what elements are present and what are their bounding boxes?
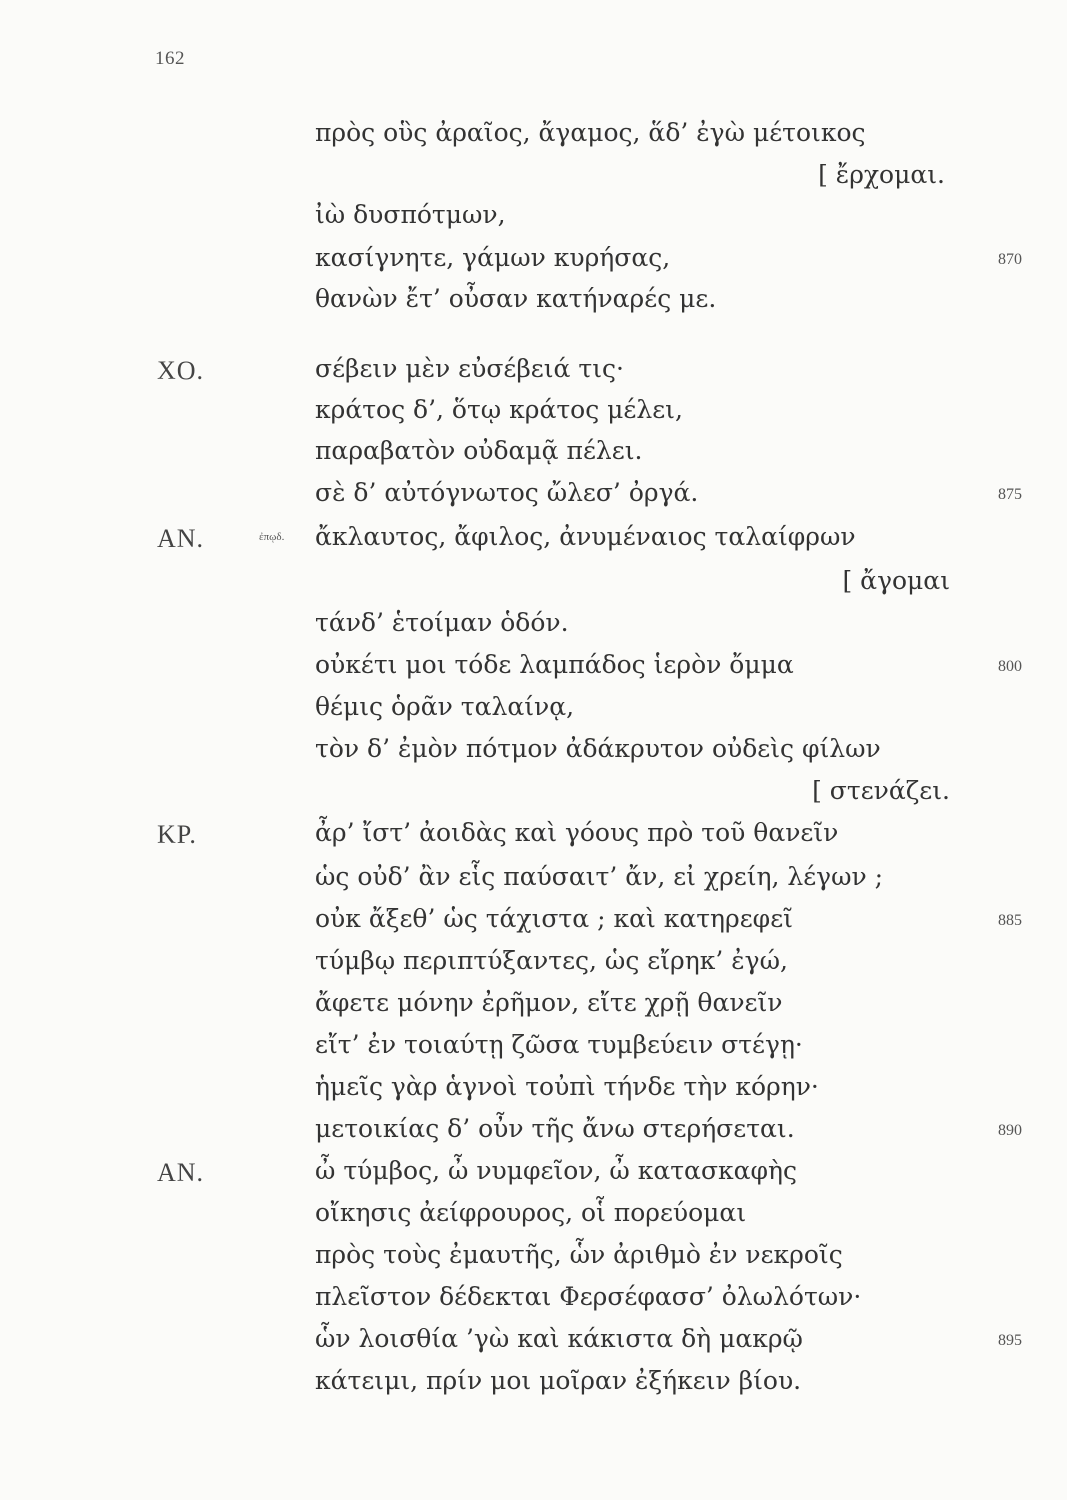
verse-text-line: ἆρ’ ἴστ’ ἀοιδὰς καὶ γόους πρὸ τοῦ θανεῖν	[315, 818, 839, 847]
verse-text-line: σὲ δ’ αὐτόγνωτος ὤλεσ’ ὀργά.	[315, 478, 699, 507]
line-number: 890	[998, 1122, 1022, 1139]
verse-text-line: πρὸς οὓς ἀραῖος, ἄγαμος, ἅδ’ ἐγὼ μέτοικος	[315, 118, 866, 147]
verse-line	[0, 1030, 1067, 1070]
verse-text-line: κάτειμι, πρίν μοι μοῖραν ἐξήκειν βίου.	[315, 1366, 802, 1395]
verse-line	[0, 734, 1067, 774]
verse-text-line: τύμβῳ περιπτύξαντες, ὡς εἴρηκ’ ἐγώ,	[315, 946, 788, 975]
verse-text-line: εἴτ’ ἐν τοιαύτῃ ζῶσα τυμβεύειν στέγῃ·	[315, 1030, 803, 1059]
verse-text-line: οἴκησις ἀείφρουρος, οἷ πορεύομαι	[315, 1198, 747, 1227]
verse-line	[0, 284, 1067, 324]
meter-label: ἐπῳδ.	[259, 531, 285, 543]
verse-text-line: θανὼν ἔτ’ οὖσαν κατήναρές με.	[315, 284, 717, 313]
verse-line	[0, 862, 1067, 902]
verse-line	[0, 692, 1067, 732]
verse-line	[0, 478, 1067, 518]
verse-text-line: θέμις ὁρᾶν ταλαίνᾳ,	[315, 692, 575, 721]
verse-line	[0, 1324, 1067, 1364]
verse-text-line: ἄφετε μόνην ἐρῆμον, εἴτε χρῇ θανεῖν	[315, 988, 783, 1017]
verse-line	[0, 1156, 1067, 1196]
verse-line	[0, 904, 1067, 944]
verse-line	[0, 650, 1067, 690]
page-number: 162	[155, 48, 185, 69]
verse-line	[0, 522, 1067, 562]
verse-line	[0, 200, 1067, 240]
verse-line	[0, 1282, 1067, 1322]
verse-text-line: τὸν δ’ ἐμὸν πότμον ἀδάκρυτον οὐδεὶς φίλων	[315, 734, 881, 763]
verse-continuation: [ ἄγομαι	[842, 566, 950, 595]
verse-line	[0, 436, 1067, 476]
verse-text-line: πλεῖστον δέδεκται Φερσέφασσ’ ὀλωλότων·	[315, 1282, 862, 1311]
verse-text-line: ἡμεῖς γὰρ ἁγνοὶ τοὐπὶ τήνδε τὴν κόρην·	[315, 1072, 819, 1101]
verse-text-line: μετοικίας δ’ οὖν τῆς ἄνω στερήσεται.	[315, 1114, 795, 1143]
verse-line	[0, 566, 1067, 606]
verse-line	[0, 354, 1067, 394]
verse-text-line: κράτος δ’, ὅτῳ κράτος μέλει,	[315, 395, 683, 424]
verse-text-line: ὧν λοισθία ’γὼ καὶ κάκιστα δὴ μακρῷ	[315, 1324, 803, 1353]
verse-text-line: ἄκλαυτος, ἄφιλος, ἀνυμέναιος ταλαίφρων	[315, 522, 856, 551]
verse-text-line: οὐκέτι μοι τόδε λαμπάδος ἱερὸν ὄμμα	[315, 650, 794, 679]
verse-line	[0, 160, 1067, 200]
verse-line	[0, 608, 1067, 648]
verse-line	[0, 395, 1067, 435]
verse-line	[0, 1072, 1067, 1112]
line-number: 895	[998, 1332, 1022, 1349]
verse-line	[0, 1240, 1067, 1280]
verse-line	[0, 1198, 1067, 1238]
verse-line	[0, 988, 1067, 1028]
speaker-label: ΚΡ.	[157, 820, 197, 849]
verse-text-line: παραβατὸν οὐδαμᾷ πέλει.	[315, 436, 643, 465]
line-number: 885	[998, 912, 1022, 929]
speaker-label: ΑΝ.	[157, 524, 205, 553]
verse-continuation: [ στενάζει.	[812, 776, 950, 805]
verse-line	[0, 946, 1067, 986]
verse-text-line: πρὸς τοὺς ἐμαυτῆς, ὧν ἀριθμὸ ἐν νεκροῖς	[315, 1240, 843, 1269]
verse-text-line: ἰὼ δυσπότμων,	[315, 200, 506, 229]
verse-text-line: σέβειν μὲν εὐσέβειά τις·	[315, 354, 624, 383]
verse-line	[0, 243, 1067, 283]
verse-line	[0, 776, 1067, 816]
verse-line	[0, 118, 1067, 158]
verse-text-line: τάνδ’ ἑτοίμαν ὁδόν.	[315, 608, 569, 637]
speaker-label: ΧΟ.	[157, 356, 205, 385]
verse-text-line: κασίγνητε, γάμων κυρήσας,	[315, 243, 671, 272]
line-number: 875	[998, 486, 1022, 503]
verse-text-line: ὡς οὐδ’ ἂν εἷς παύσαιτ’ ἄν, εἰ χρείη, λέγων ;	[315, 862, 884, 891]
verse-line	[0, 818, 1067, 858]
speaker-label: ΑΝ.	[157, 1158, 205, 1187]
verse-text-line: ὦ τύμβος, ὦ νυμφεῖον, ὦ κατασκαφὴς	[315, 1156, 797, 1185]
verse-continuation: [ ἔρχομαι.	[818, 160, 945, 189]
line-number: 800	[998, 658, 1022, 675]
verse-line	[0, 1366, 1067, 1406]
verse-text-line: οὐκ ἄξεθ’ ὡς τάχιστα ; καὶ κατηρεφεῖ	[315, 904, 793, 933]
line-number: 870	[998, 251, 1022, 268]
verse-line	[0, 1114, 1067, 1154]
